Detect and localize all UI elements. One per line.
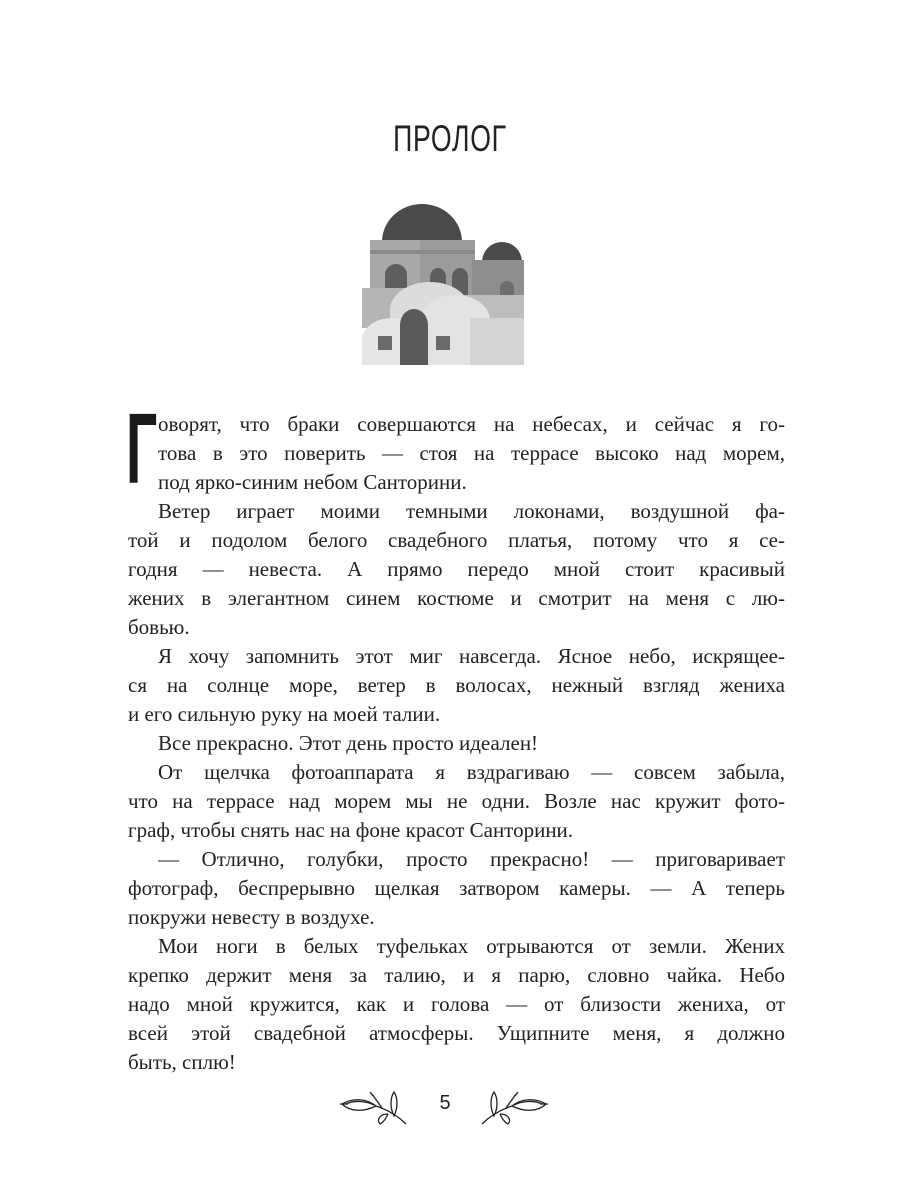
floral-ornament-right-icon	[474, 1086, 552, 1130]
text-line: покружи невесту в воздухе.	[128, 905, 375, 929]
text-line: Мои ноги в белых туфельках отрываются от земли. Жених	[158, 934, 785, 958]
text-line: быть, сплю!	[128, 1050, 236, 1074]
chapter-title: ПРОЛОГ	[393, 118, 507, 159]
text-line: годня — невеста. А прямо передо мной стоит красивый	[128, 557, 785, 581]
text-line: бовью.	[128, 615, 190, 639]
page-footer	[0, 1086, 900, 1130]
text-line: това в это поверить — стоя на террасе высоко над морем,	[158, 441, 785, 465]
floral-ornament-left-icon	[336, 1086, 414, 1130]
text-line: фотограф, беспрерывно щелкая затвором камеры. — А теперь	[128, 876, 785, 900]
text-line: и его сильную руку на моей талии.	[128, 702, 441, 726]
paragraph	[128, 642, 785, 729]
body-text	[126, 393, 785, 1077]
text-line: Я хочу запомнить этот миг навсегда. Ясное небо, искрящее-	[158, 644, 785, 668]
text-line: всей этой свадебной атмосферы. Ущипните меня, я должно	[128, 1021, 785, 1045]
text-line: Ветер играет моими темными локонами, воздушной фа-	[158, 499, 785, 523]
paragraph	[128, 729, 785, 758]
santorini-church-illustration	[360, 200, 525, 365]
page-number: 5	[439, 1092, 451, 1114]
text-line: оворят, что браки совершаются на небесах, и сейчас я го-	[158, 412, 785, 436]
text-line: От щелчка фотоаппарата я вздрагиваю — совсем забыла,	[158, 760, 785, 784]
paragraph	[128, 497, 785, 642]
paragraph	[128, 932, 785, 1077]
paragraph	[128, 845, 785, 932]
text-line: под ярко-синим небом Санторини.	[158, 470, 467, 494]
paragraph	[128, 758, 785, 845]
drop-cap: Г	[126, 393, 158, 505]
text-line: граф, чтобы снять нас на фоне красот Санторини.	[128, 818, 574, 842]
text-line: — Отлично, голубки, просто прекрасно! — приговаривает	[158, 847, 785, 871]
text-line: что на террасе над морем мы не одни. Возле нас кружит фото-	[128, 789, 785, 813]
text-line: крепко держит меня за талию, и я парю, словно чайка. Небо	[128, 963, 785, 987]
text-line: ся на солнце море, ветер в волосах, нежный взгляд жениха	[128, 673, 785, 697]
text-line: той и подолом белого свадебного платья, потому что я се-	[128, 528, 785, 552]
text-line: жених в элегантном синем костюме и смотрит на меня с лю-	[128, 586, 785, 610]
text-line: надо мной кружится, как и голова — от близости жениха, от	[128, 992, 785, 1016]
paragraph	[128, 410, 785, 497]
text-line: Все прекрасно. Этот день просто идеален!	[158, 731, 539, 755]
